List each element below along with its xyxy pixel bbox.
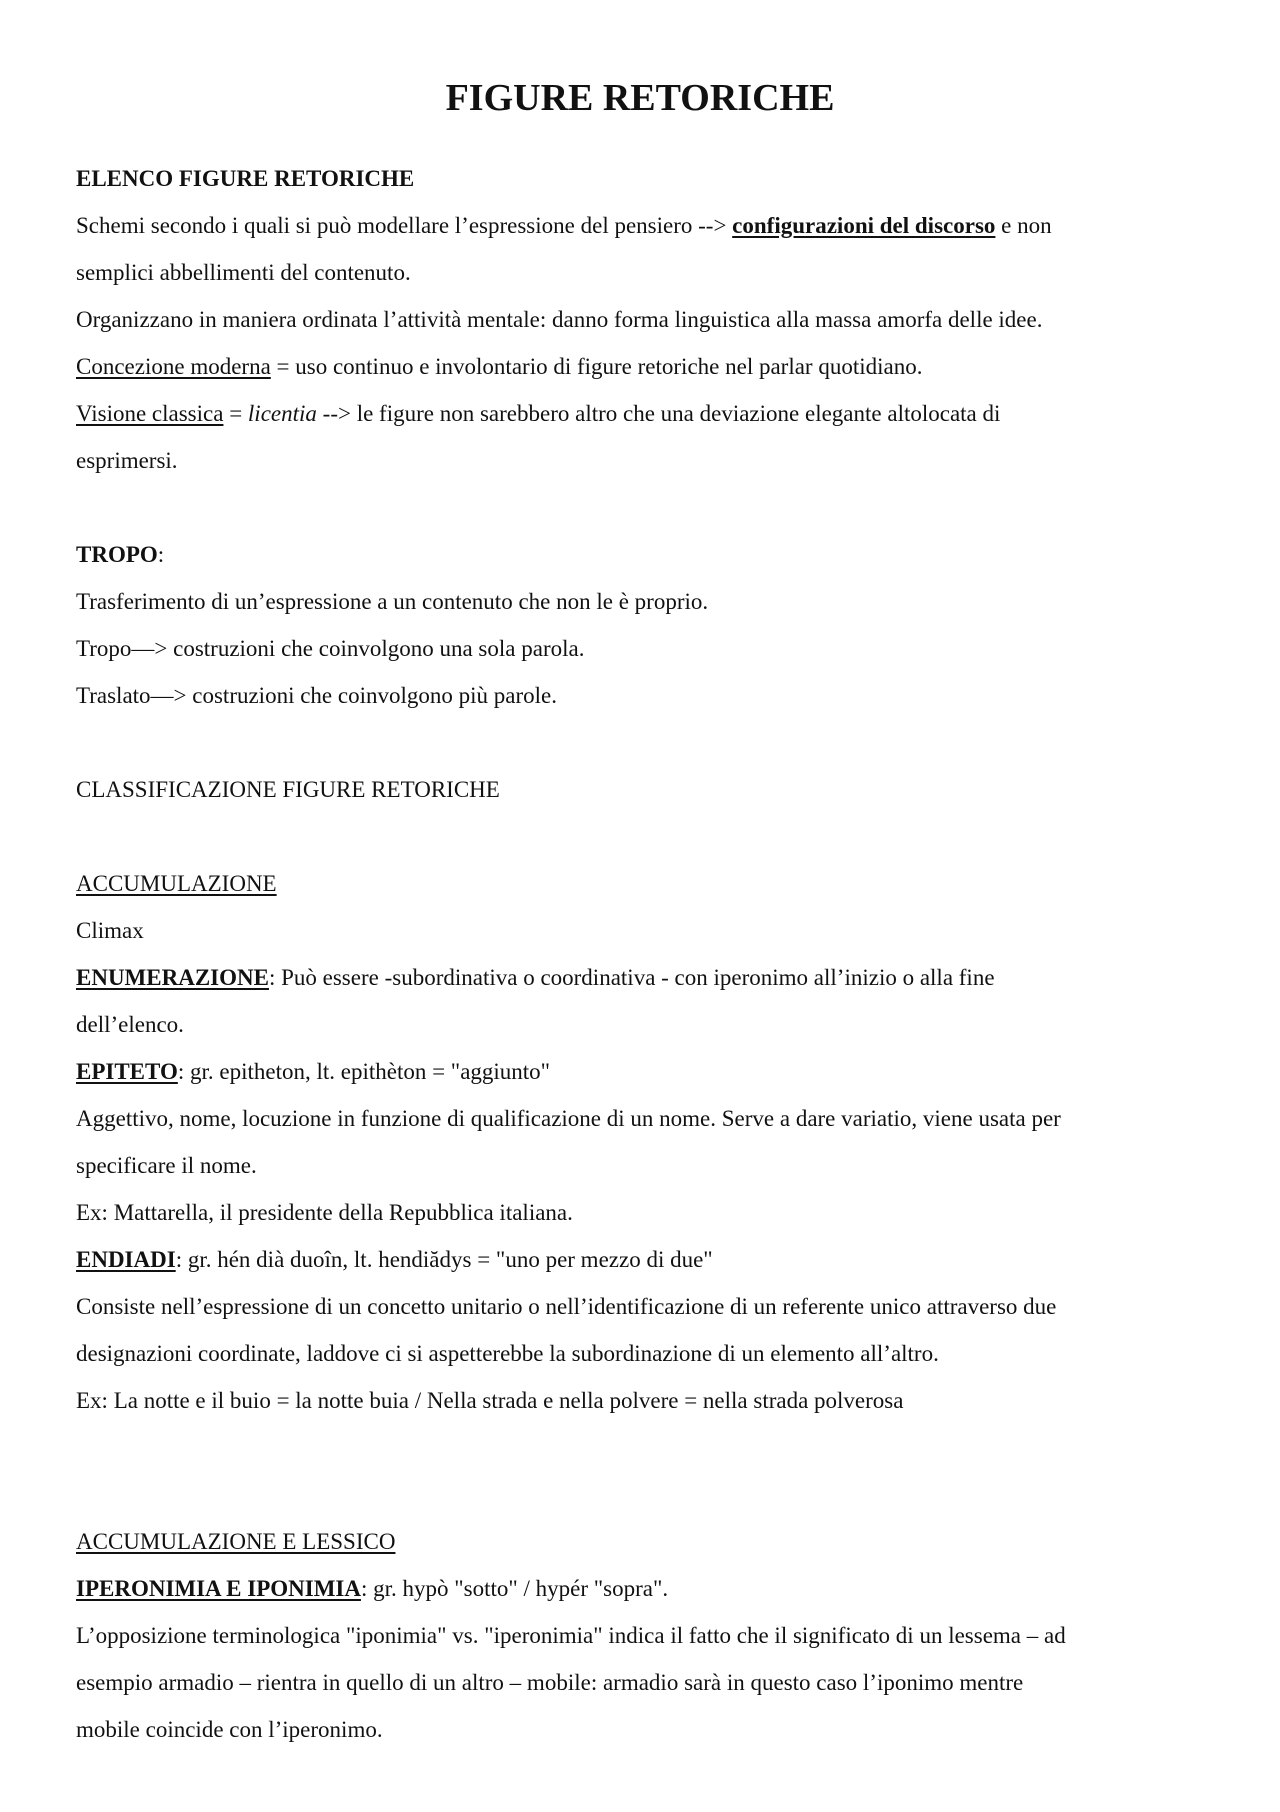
spacer xyxy=(76,719,1204,766)
paragraph-line: Trasferimento di un’espressione a un contenuto che non le è proprio. xyxy=(76,589,709,614)
paragraph-line: Consiste nell’espressione di un concetto unitario o nell’identificazione di un referente unico attraverso due xyxy=(76,1294,1057,1319)
text-run: = xyxy=(223,401,248,426)
page-title: FIGURE RETORICHE xyxy=(445,77,835,119)
spacer xyxy=(76,1471,1204,1518)
paragraph-line: esempio armadio – rientra in quello di un altro – mobile: armadio sarà in questo caso l’iponimo mentre xyxy=(76,1670,1024,1695)
paragraph-line: semplici abbellimenti del contenuto. xyxy=(76,260,411,285)
paragraph-line: Climax xyxy=(76,918,144,943)
paragraph-line xyxy=(76,390,1204,437)
example-line: Ex: La notte e il buio = la notte buia / Nella strada e nella polvere = nella strada polverosa xyxy=(76,1388,904,1413)
underlined-term: Concezione moderna xyxy=(76,354,271,379)
term-epiteto: EPITETO xyxy=(76,1059,178,1084)
text-run: : gr. hén dià duoîn, lt. hendiădys = "uno per mezzo di due" xyxy=(175,1247,713,1272)
paragraph-line xyxy=(76,1565,1204,1612)
paragraph-line xyxy=(76,343,1204,390)
text-run: e non xyxy=(995,213,1052,238)
paragraph-line: mobile coincide con l’iperonimo. xyxy=(76,1717,383,1742)
spacer xyxy=(76,1424,1204,1471)
italic-term: licentia xyxy=(247,401,317,426)
paragraph-line: Traslato—> costruzioni che coinvolgono più parole. xyxy=(76,683,557,708)
paragraph-line xyxy=(76,1048,1204,1095)
paragraph-line xyxy=(76,202,1204,249)
paragraph-line: L’opposizione terminologica "iponimia" vs. "iperonimia" indica il fatto che il significato di un lessema – ad xyxy=(76,1623,1066,1648)
section-heading-classificazione: CLASSIFICAZIONE FIGURE RETORICHE xyxy=(76,777,500,802)
key-term: configurazioni del discorso xyxy=(732,213,996,238)
paragraph-line: Tropo—> costruzioni che coinvolgono una sola parola. xyxy=(76,636,585,661)
text-run: Schemi secondo i quali si può modellare l’espressione del pensiero --> xyxy=(76,213,733,238)
paragraph-line: designazioni coordinate, laddove ci si aspetterebbe la subordinazione di un elemento all’altro. xyxy=(76,1341,939,1366)
spacer xyxy=(76,484,1204,531)
section-heading-accumulazione: ACCUMULAZIONE xyxy=(76,871,277,896)
term-endiadi: ENDIADI xyxy=(76,1247,176,1272)
text-run: : xyxy=(157,542,165,567)
spacer xyxy=(76,813,1204,860)
underlined-term: Visione classica xyxy=(76,401,224,426)
term-iperonimia: IPERONIMIA E IPONIMIA xyxy=(76,1576,361,1601)
paragraph-line xyxy=(76,1236,1204,1283)
text-run: : gr. hypò "sotto" / hypér "sopra". xyxy=(360,1576,669,1601)
section-heading-tropo xyxy=(76,531,1204,578)
example-line: Ex: Mattarella, il presidente della Repubblica italiana. xyxy=(76,1200,573,1225)
section-heading-lessico: ACCUMULAZIONE E LESSICO xyxy=(76,1529,396,1554)
text-run: : gr. epitheton, lt. epithèton = "aggiunto" xyxy=(177,1059,551,1084)
text-run: --> le figure non sarebbero altro che una deviazione elegante altolocata di xyxy=(316,401,1001,426)
paragraph-line: esprimersi. xyxy=(76,448,178,473)
term-enumerazione: ENUMERAZIONE xyxy=(76,965,269,990)
paragraph-line xyxy=(76,954,1204,1001)
paragraph-line: specificare il nome. xyxy=(76,1153,257,1178)
paragraph-line: Aggettivo, nome, locuzione in funzione di qualificazione di un nome. Serve a dare variatio, viene usata per xyxy=(76,1106,1061,1131)
document-body xyxy=(76,155,1204,1753)
paragraph-line: dell’elenco. xyxy=(76,1012,184,1037)
section-heading-elenco: ELENCO FIGURE RETORICHE xyxy=(76,166,415,191)
text-run: : Può essere -subordinativa o coordinativa - con iperonimo all’inizio o alla fine xyxy=(268,965,995,990)
paragraph-line: Organizzano in maniera ordinata l’attività mentale: danno forma linguistica alla massa amorfa delle idee. xyxy=(76,307,1043,332)
text-run: = uso continuo e involontario di figure retoriche nel parlar quotidiano. xyxy=(270,354,923,379)
heading-term: TROPO xyxy=(76,542,158,567)
